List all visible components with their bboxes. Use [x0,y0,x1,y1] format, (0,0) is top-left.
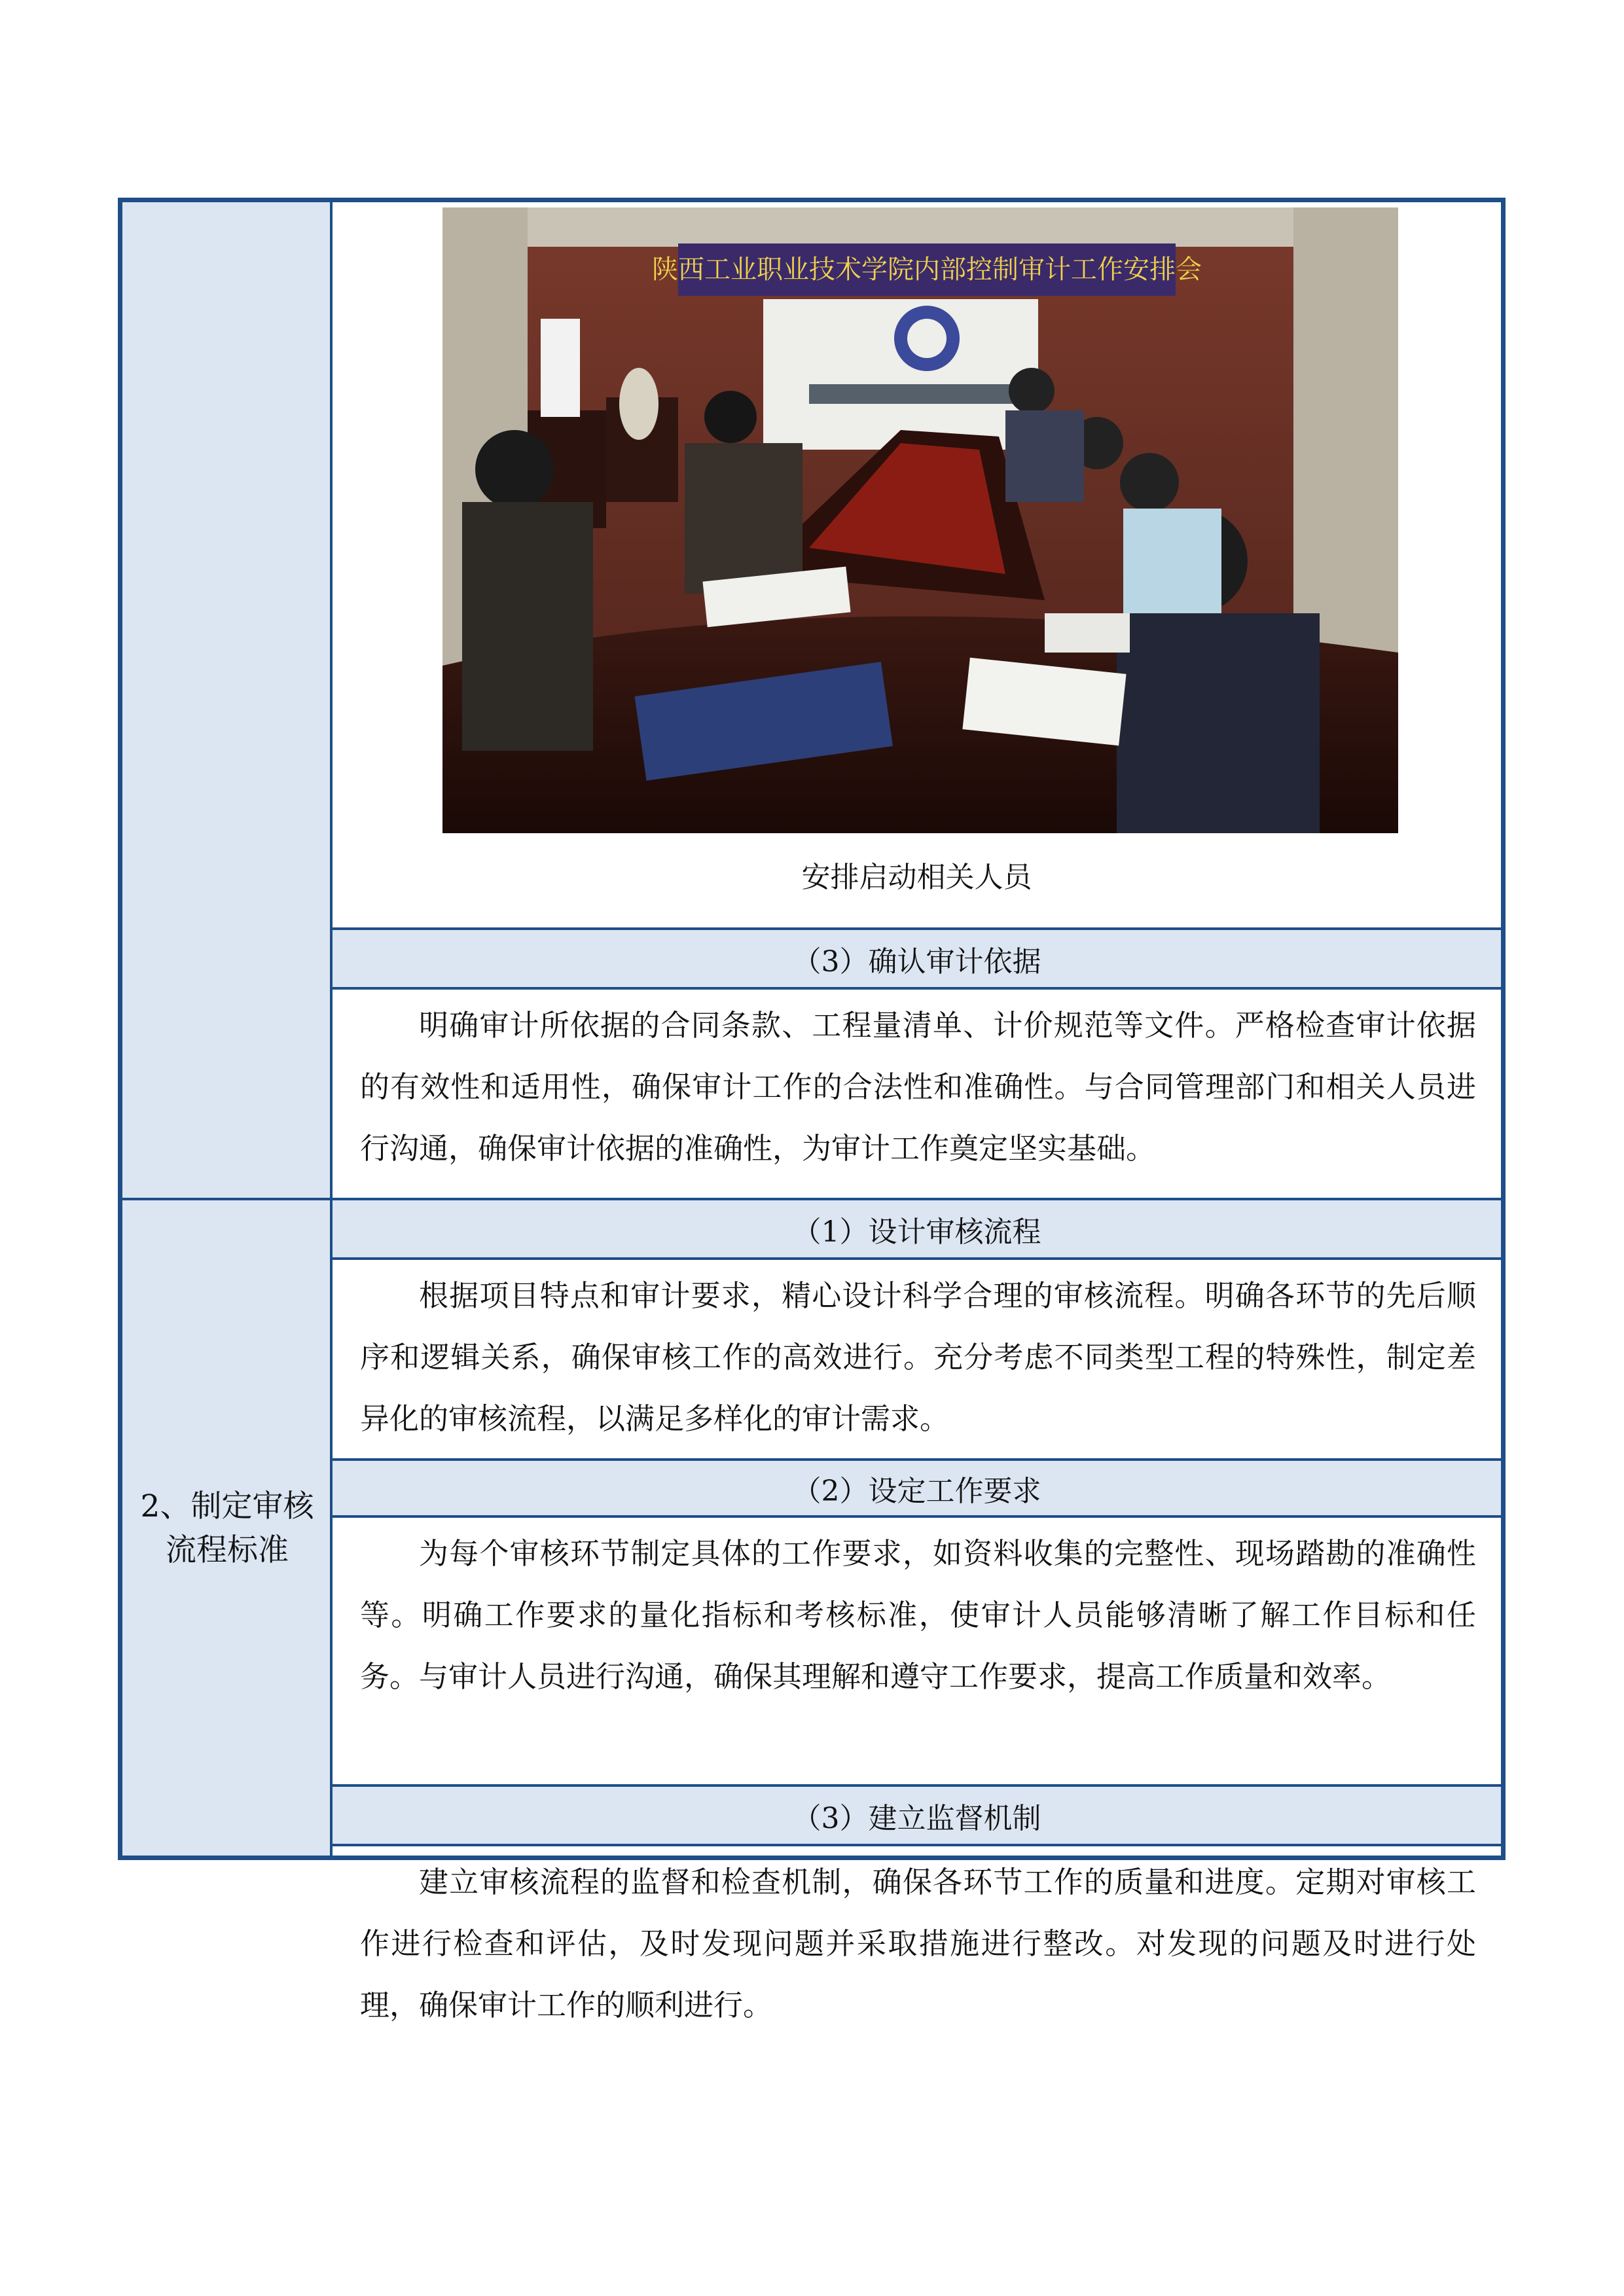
section2-label-cell [122,1198,333,1856]
section2-sub3-heading: （3）建立监督机制 [333,1784,1501,1846]
section2-sub1-text: 根据项目特点和审计要求，精心设计科学合理的审核流程。明确各环节的先后顺序和逻辑关系，确保审核工作的高效进行。充分考虑不同类型工程的特殊性，制定差异化的审核流程，以满足多样化的审计需求。 [360,1278,1476,1436]
meeting-photo [442,207,1398,833]
section1-sub3-heading: （3）确认审计依据 [333,930,1501,990]
content-table [118,198,1506,2022]
section2-sub2-text: 为每个审核环节制定具体的工作要求，如资料收集的完整性、现场踏勘的准确性等。明确工作要求的量化指标和考核标准，使审计人员能够清晰了解工作目标和任务。与审计人员进行沟通，确保其理解和遵守工作要求，提高工作质量和效率。 [360,1536,1476,1694]
section1-sub3-text: 明确审计所依据的合同条款、工程量清单、计价规范等文件。严格检查审计依据的有效性和适用性，确保审计工作的合法性和准确性。与合同管理部门和相关人员进行沟通，确保审计依据的准确性，为审计工作奠定坚实基础。 [360,1008,1476,1166]
section2-title: 2、制定审核流程标准 [140,1488,314,1568]
section2-sub1-heading: （1）设计审核流程 [333,1198,1501,1260]
photo-cell [333,202,1501,930]
section1-label-cell [122,202,333,1198]
section2-sub2-heading: （2）设定工作要求 [333,1458,1501,1518]
banner-text: 陕西工业职业技术学院内部控制审计工作安排会 [652,255,1202,285]
section2-sub3-text: 建立审核流程的监督和检查机制，确保各环节工作的质量和进度。定期对审核工作进行检查和评估，及时发现问题并采取措施进行整改。对发现的问题及时进行处理，确保审计工作的顺利进行。 [360,1865,1476,2022]
photo-caption: 安排启动相关人员 [801,861,1032,894]
